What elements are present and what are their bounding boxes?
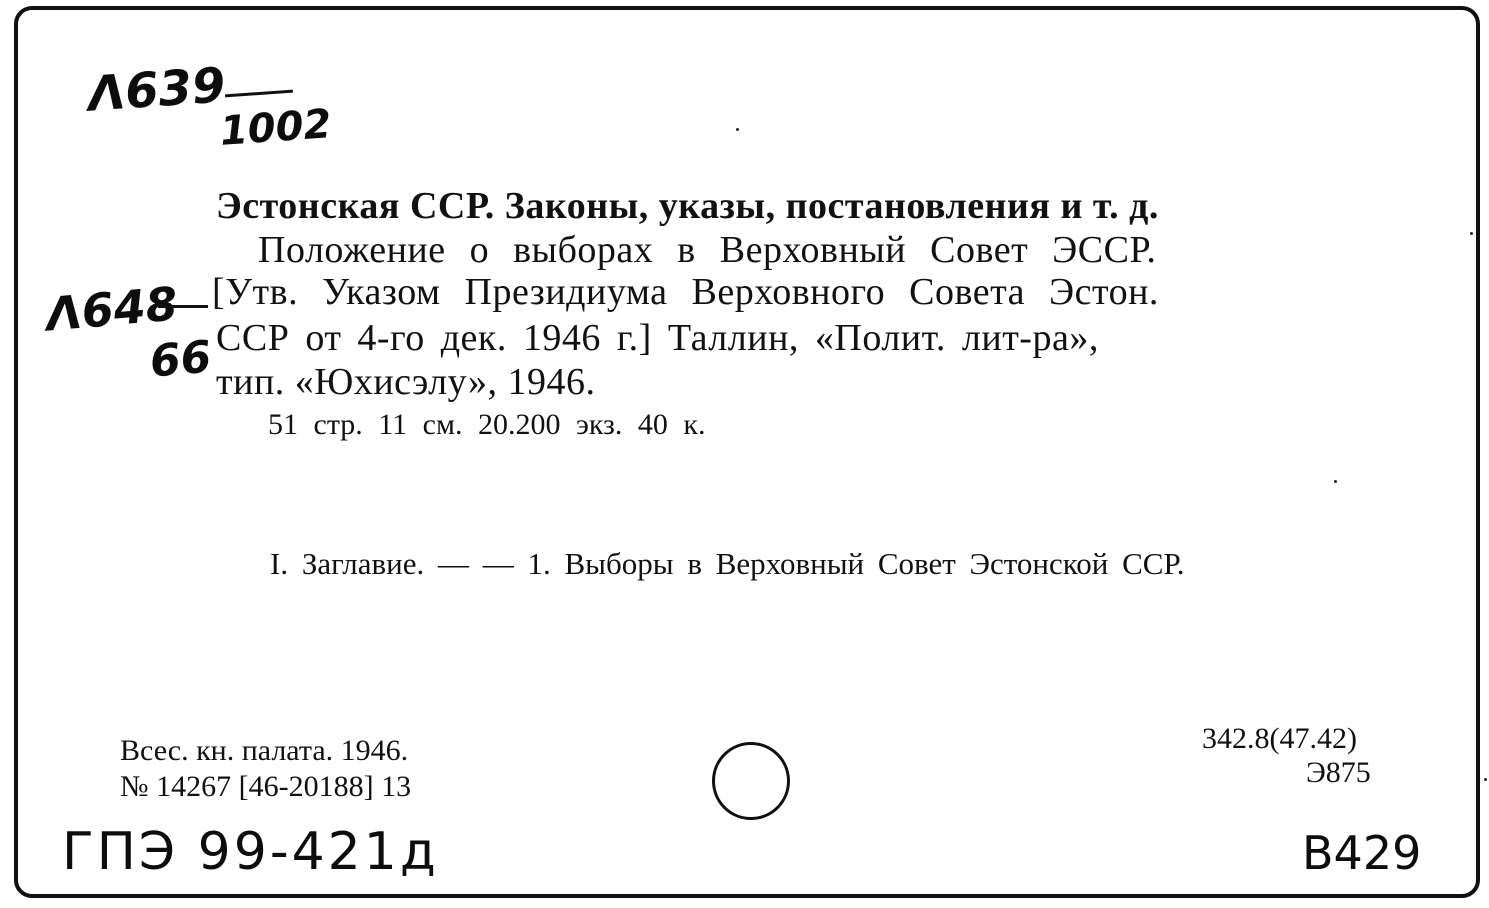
scan-speck — [1334, 480, 1337, 483]
entry-title-line-2: [Утв. Указом Президиума Верховного Совета Эстон. — [212, 271, 1159, 313]
handwritten-bottom-left-code: ГПЭ 99-421д — [62, 822, 439, 882]
handwritten-shelf-denominator: 1002 — [218, 101, 333, 155]
side-fraction-line — [158, 305, 208, 308]
entry-title-line-4: тип. «Юхисэлу», 1946. — [216, 361, 596, 403]
author-mark: Э875 — [1306, 756, 1371, 789]
entry-collation: 51 стр. 11 см. 20.200 экз. 40 к. — [268, 408, 706, 441]
scan-speck — [1484, 778, 1487, 781]
handwritten-shelf-side-denominator: 66 — [147, 331, 214, 388]
entry-heading: Эстонская ССР. Законы, указы, постановления и т. д. — [216, 185, 1159, 227]
scan-speck — [1470, 232, 1473, 235]
book-chamber-line: Всес. кн. палата. 1946. — [120, 734, 409, 767]
scan-speck — [736, 128, 739, 131]
tracings: I. Заглавие. — — 1. Выборы в Верховный Совет Эстонской ССР. — [270, 546, 1185, 581]
entry-title-line-1: Положение о выборах в Верховный Совет ЭССР. — [258, 229, 1157, 271]
handwritten-bottom-right-code: В429 — [1302, 826, 1422, 880]
entry-title-line-3: ССР от 4-го дек. 1946 г.] Таллин, «Полит. лит-ра», — [216, 317, 1099, 359]
registration-number-line: № 14267 [46-20188] 13 — [120, 770, 412, 803]
handwritten-shelf-number-side: Λ648 — [43, 276, 180, 342]
handwritten-shelf-number-top: Λ639 — [86, 57, 228, 123]
classification-number: 342.8(47.42) — [1202, 722, 1357, 755]
punch-hole — [712, 742, 790, 820]
